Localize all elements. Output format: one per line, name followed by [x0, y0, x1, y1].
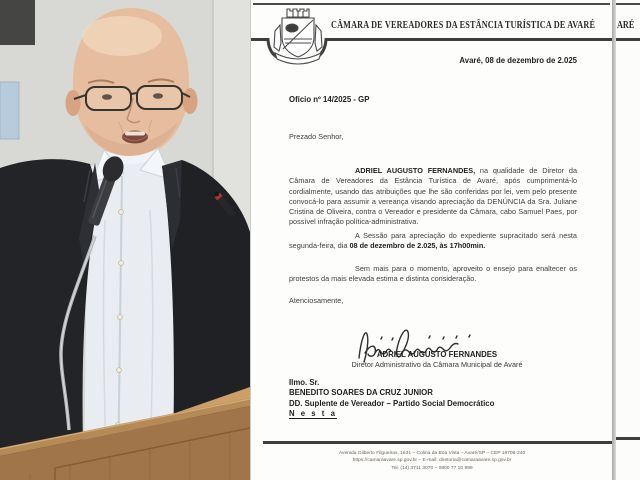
footer-address: Avenida Gilberto Filgueiras, 1631 – Colina da Boa Vista – Avaré/SP – CEP 18706-240: [338, 451, 526, 456]
recipient-role: DD. Suplente de Vereador – Partido Social Democrático: [289, 398, 495, 408]
signer-name-inline: ADRIEL AUGUSTO FERNANDES,: [355, 166, 476, 175]
recipient-name: BENEDITO SOARES DA CRUZ JUNIOR: [289, 388, 433, 398]
body-paragraph-1: [289, 166, 577, 228]
session-datetime: 08 de dezembro de 2.025, às 17h00min.: [349, 241, 486, 251]
blue-wall-panel: [0, 82, 19, 139]
body-paragraph-3: Sem mais para o momento, aproveito o ensejo para enaltecer os protestos da mais elevada estima e distinta consideração.: [289, 264, 577, 284]
second-page-sliver: [616, 0, 640, 480]
paragraph-1-text: na qualidade de Diretor da Câmara de Vereadores da Estância Turística de Avaré, após cumprimentá-lo cordialmente, usando das atribuições que lhe são conferidas por lei, vem pelo presente convocá-lo para assumir a vereança visando apreciação da DENÚNCIA da Sra. Juliane Cristina de Oliveira, contra o Vereador e presidente da Câmara, cabo Samuel Paes, por possível infração política-administrativa.: [289, 166, 577, 227]
footer-rule: [263, 441, 612, 444]
date-line: Avaré, 08 de dezembro de 2.025: [459, 56, 577, 65]
page2-top-rule: [616, 3, 640, 5]
footer-block: [263, 450, 601, 472]
closing-line: Atenciosamente,: [289, 296, 344, 305]
reference-number: Ofício nº 14/2025 - GP: [289, 95, 370, 104]
open-mouth: [122, 131, 148, 144]
footer-web-email: https://camaraavare.sp.gov.br – E-mail: diretoria@camaraavare.sp.gov.br: [352, 458, 512, 464]
speaker-photo: [0, 0, 250, 480]
signer-name: ADRIEL AUGUSTO FERNANDES: [376, 350, 498, 359]
signer-role: Diretor Administrativo da Câmara Municipal de Avaré: [351, 360, 523, 369]
letterhead-title: CÂMARA DE VEREADORES DA ESTÂNCIA TURÍSTICA DE AVARÉ: [331, 20, 596, 31]
page2-footer-rule: [616, 437, 640, 440]
salutation: Prezado Senhor,: [289, 132, 344, 141]
photo-scene: [0, 0, 250, 480]
body-paragraph-2: [289, 231, 577, 252]
recipient-honorific: Ilmo. Sr.: [289, 378, 320, 387]
recipient-block: [289, 378, 494, 420]
letter-page: [250, 0, 613, 480]
footer-phone: Tel. (14) 3711 3070 – 0800 77 10 999: [391, 465, 473, 471]
dark-corner-object: [0, 0, 35, 45]
paragraph-2-text: A Sessão para apreciação do expediente supracitado será nesta segunda-feira, dia: [289, 231, 577, 251]
recipient-city: N e s t a: [289, 409, 337, 419]
page2-title-fragment: ARÉ: [617, 20, 635, 31]
page2-divider-rule: [616, 38, 640, 41]
